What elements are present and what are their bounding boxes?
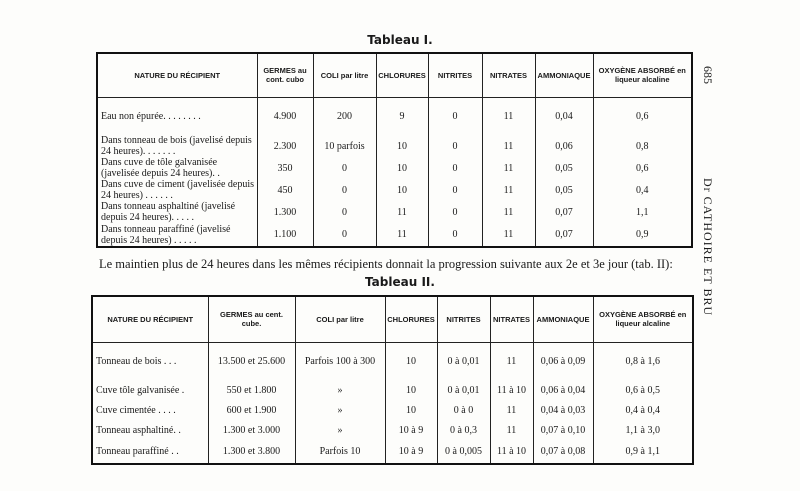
table-2-header-row xyxy=(92,296,693,342)
cell-coli: 0 xyxy=(313,223,376,247)
cell-nitrites: 0 xyxy=(428,201,482,223)
cell-coli: Parfois 10 xyxy=(295,440,385,464)
table-2 xyxy=(91,295,694,465)
cell-nitrites: 0 xyxy=(428,135,482,157)
cell-nitrates: 11 xyxy=(482,223,535,247)
cell-nitrates: 11 xyxy=(482,179,535,201)
cell-oxygene: 0,4 à 0,4 xyxy=(593,400,693,420)
body-paragraph: Le maintien plus de 24 heures dans les mêmes récipients donnait la progression suivante aux 2e et 3e jour (tab. II): xyxy=(99,257,673,271)
cell-nitrites: 0 à 0 xyxy=(437,400,490,420)
cell-germes: 1.100 xyxy=(257,223,313,247)
cell-coli: 0 xyxy=(313,157,376,179)
cell-oxygene: 1,1 à 3,0 xyxy=(593,420,693,440)
cell-oxygene: 1,1 xyxy=(593,201,692,223)
cell-ammoniaque: 0,06 xyxy=(535,135,593,157)
cell-nature: Cuve tôle galvanisée . xyxy=(96,384,185,396)
table-row xyxy=(92,400,693,420)
cell-oxygene: 0,6 xyxy=(593,157,692,179)
cell-coli: 0 xyxy=(313,201,376,223)
table-row xyxy=(92,342,693,380)
cell-ammoniaque: 0,06 à 0,09 xyxy=(533,342,593,380)
header-chlorures: CHLORURES xyxy=(385,296,437,342)
cell-chlorures: 11 xyxy=(376,201,428,223)
cell-ammoniaque: 0,07 xyxy=(535,201,593,223)
cell-chlorures: 11 xyxy=(376,223,428,247)
cell-nature: Tonneau de bois . . . xyxy=(96,355,177,367)
cell-ammoniaque: 0,07 à 0,10 xyxy=(533,420,593,440)
cell-oxygene: 0,8 xyxy=(593,135,692,157)
cell-germes: 2.300 xyxy=(257,135,313,157)
cell-germes: 1.300 et 3.000 xyxy=(208,420,295,440)
cell-chlorures: 10 xyxy=(385,400,437,420)
cell-nitrites: 0 xyxy=(428,179,482,201)
cell-chlorures: 10 xyxy=(376,179,428,201)
cell-germes: 13.500 et 25.600 xyxy=(208,342,295,380)
cell-chlorures: 10 à 9 xyxy=(385,420,437,440)
header-coli: COLI par litre xyxy=(295,296,385,342)
cell-nitrates: 11 xyxy=(482,97,535,135)
cell-germes: 1.300 et 3.800 xyxy=(208,440,295,464)
cell-chlorures: 10 xyxy=(385,342,437,380)
cell-chlorures: 10 xyxy=(376,135,428,157)
table-row xyxy=(97,157,692,179)
cell-germes: 600 et 1.900 xyxy=(208,400,295,420)
table-row xyxy=(97,223,692,247)
cell-nitrites: 0 à 0,3 xyxy=(437,420,490,440)
table-1-header-row xyxy=(97,53,692,97)
cell-ammoniaque: 0,04 à 0,03 xyxy=(533,400,593,420)
header-nature: NATURE DU RÉCIPIENT xyxy=(97,53,257,97)
cell-nature: Dans tonneau paraffiné (javelisé depuis 24 heures) . . . . . xyxy=(101,223,231,246)
cell-nitrites: 0 xyxy=(428,97,482,135)
cell-nature: Tonneau paraffiné . . xyxy=(96,446,179,457)
cell-chlorures: 10 à 9 xyxy=(385,440,437,464)
table-2-title: Tableau II. xyxy=(365,275,435,289)
table-row xyxy=(92,380,693,400)
cell-ammoniaque: 0,04 xyxy=(535,97,593,135)
cell-nitrites: 0 à 0,01 xyxy=(437,342,490,380)
cell-germes: 350 xyxy=(257,157,313,179)
cell-germes: 550 et 1.800 xyxy=(208,380,295,400)
cell-nitrates: 11 xyxy=(482,157,535,179)
cell-nitrates: 11 à 10 xyxy=(490,440,533,464)
header-oxygene: OXYGÈNE ABSORBÉ en liqueur alcaline xyxy=(593,53,692,97)
cell-nitrites: 0 xyxy=(428,223,482,247)
cell-coli: » xyxy=(295,380,385,400)
table-row xyxy=(92,420,693,440)
table-1-title: Tableau I. xyxy=(367,33,433,47)
cell-ammoniaque: 0,07 xyxy=(535,223,593,247)
cell-nitrites: 0 à 0,01 xyxy=(437,380,490,400)
header-nitrites: NITRITES xyxy=(437,296,490,342)
cell-oxygene: 0,8 à 1,6 xyxy=(593,342,693,380)
cell-nature: Eau non épurée. . . . . . . . xyxy=(101,110,201,122)
table-1 xyxy=(96,52,693,248)
cell-nitrates: 11 xyxy=(490,400,533,420)
cell-nature: Tonneau asphaltiné. . xyxy=(96,424,181,436)
header-germes: GERMES au cent. cube. xyxy=(208,296,295,342)
header-ammoniaque: AMMONIAQUE xyxy=(533,296,593,342)
cell-nature: Cuve cimentée . . . . xyxy=(96,404,176,416)
cell-chlorures: 9 xyxy=(376,97,428,135)
table-row xyxy=(97,201,692,223)
cell-nature: Dans tonneau de bois (javelisé depuis 24 heures). . . . . . . xyxy=(101,135,252,157)
table-row xyxy=(97,97,692,135)
cell-coli: 0 xyxy=(313,179,376,201)
cell-ammoniaque: 0,05 xyxy=(535,157,593,179)
cell-ammoniaque: 0,06 à 0,04 xyxy=(533,380,593,400)
cell-nitrates: 11 xyxy=(482,201,535,223)
header-germes: GERMES au cont. cubo xyxy=(257,53,313,97)
cell-coli: » xyxy=(295,420,385,440)
cell-germes: 4.900 xyxy=(257,97,313,135)
page-number: 685 xyxy=(701,66,715,84)
cell-nitrates: 11 xyxy=(490,420,533,440)
cell-nitrates: 11 à 10 xyxy=(490,380,533,400)
cell-oxygene: 0,6 xyxy=(593,97,692,135)
cell-nitrites: 0 à 0,005 xyxy=(437,440,490,464)
cell-coli: Parfois 100 à 300 xyxy=(295,342,385,380)
cell-oxygene: 0,9 à 1,1 xyxy=(593,440,693,464)
table-row xyxy=(97,179,692,201)
header-ammoniaque: AMMONIAQUE xyxy=(535,53,593,97)
cell-nature: Dans tonneau asphaltiné (javelisé depuis 24 heures). . . . . xyxy=(101,201,236,223)
cell-nitrites: 0 xyxy=(428,157,482,179)
cell-oxygene: 0,6 à 0,5 xyxy=(593,380,693,400)
cell-chlorures: 10 xyxy=(385,380,437,400)
header-chlorures: CHLORURES xyxy=(376,53,428,97)
cell-nature: Dans cuve de tôle galvanisée (javelisée depuis 24 heures). . xyxy=(101,157,220,179)
cell-germes: 450 xyxy=(257,179,313,201)
header-nature: NATURE DU RÉCIPIENT xyxy=(92,296,208,342)
cell-ammoniaque: 0,07 à 0,08 xyxy=(533,440,593,464)
cell-germes: 1.300 xyxy=(257,201,313,223)
cell-oxygene: 0,4 xyxy=(593,179,692,201)
cell-oxygene: 0,9 xyxy=(593,223,692,247)
cell-nitrates: 11 xyxy=(482,135,535,157)
header-oxygene: OXYGÈNE ABSORBÉ en liqueur alcaline xyxy=(593,296,693,342)
running-head: Dr CATHOIRE ET BRU xyxy=(701,178,715,317)
header-nitrates: NITRATES xyxy=(482,53,535,97)
header-coli: COLI par litre xyxy=(313,53,376,97)
cell-nature: Dans cuve de ciment (javelisée depuis 24 heures) . . . . . . xyxy=(101,179,254,201)
cell-coli: 10 parfois xyxy=(313,135,376,157)
cell-ammoniaque: 0,05 xyxy=(535,179,593,201)
header-nitrites: NITRITES xyxy=(428,53,482,97)
cell-nitrates: 11 xyxy=(490,342,533,380)
cell-coli: 200 xyxy=(313,97,376,135)
cell-coli: » xyxy=(295,400,385,420)
table-row xyxy=(92,440,693,464)
table-row xyxy=(97,135,692,157)
header-nitrates: NITRATES xyxy=(490,296,533,342)
cell-chlorures: 10 xyxy=(376,157,428,179)
